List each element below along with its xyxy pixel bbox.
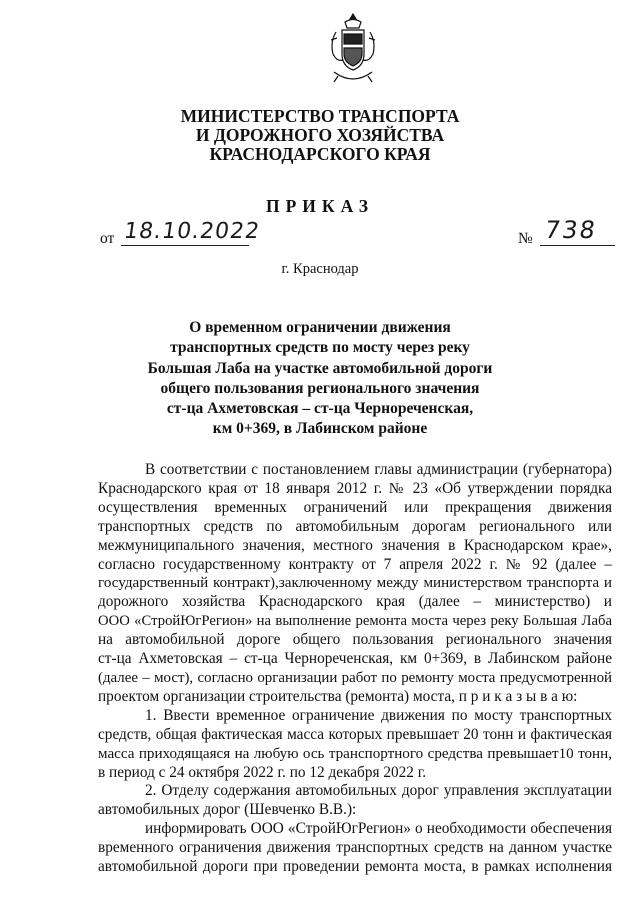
- order-body: [98, 461, 612, 877]
- body-line: средств, общая фактическая масса которых превышает 20 тонн и фактическая: [98, 725, 612, 743]
- subject-line: транспортных средств по мосту через реку: [170, 339, 470, 357]
- subject-line: км 0+369, в Лабинском районе: [212, 420, 428, 438]
- body-line: осуществления временных ограничений или прекращения движения: [98, 498, 612, 516]
- subject-line: Большая Лаба на участке автомобильной дороги: [147, 359, 493, 377]
- body-line: (далее – мост), согласно организации работ по ремонту моста предусмотренной: [98, 669, 612, 686]
- subject-line: ст-ца Ахметовская – ст-ца Чернореченская,: [166, 400, 474, 418]
- order-subject: [0, 318, 640, 440]
- body-line: согласно государственному контракту от 7 апреля 2022 г. № 92 (далее –: [98, 555, 612, 573]
- body-line: автомобильных дорог (Шевченко В.В.):: [98, 801, 357, 819]
- handwritten-number: 738: [543, 216, 599, 244]
- body-line: межмуниципального значения, местного значения в Краснодарском крае»,: [98, 536, 612, 554]
- body-line: временного ограничения движения транспортных средств на данном участке: [98, 839, 612, 857]
- number-label: №: [518, 230, 533, 247]
- number-underline: [540, 245, 615, 246]
- body-line: на автомобильной дороге общего пользования регионального значения: [98, 631, 612, 649]
- body-line: масса приходящаяся на любую ось транспортного средства превышает10 тонн,: [98, 745, 612, 762]
- body-line: дорожного хозяйства Краснодарского края (далее – министерство) и: [98, 593, 612, 611]
- handwritten-date: 18.10.2022: [122, 219, 262, 244]
- city-line: г. Краснодар: [281, 261, 359, 277]
- body-line: автомобильной дороги при проведении ремонта моста, в рамках исполнения: [98, 858, 612, 876]
- subject-line: О временном ограничении движения: [189, 319, 451, 336]
- body-line: транспортных средств по автомобильным дорогам регионального или: [98, 517, 612, 535]
- ministry-name: [0, 107, 640, 164]
- date-label: от: [100, 230, 115, 247]
- ministry-line-3: КРАСНОДАРСКОГО КРАЯ: [209, 144, 431, 164]
- subject-line: общего пользования регионального значения: [160, 379, 480, 397]
- body-line: ООО «СтройЮгРегион» на выполнение ремонта моста через реку Большая Лаба: [98, 613, 612, 630]
- ministry-line-2: И ДОРОЖНОГО ХОЗЯЙСТВА: [195, 125, 445, 145]
- body-line: В соответствии с постановлением главы администрации (губернатора): [145, 461, 612, 478]
- body-line: Краснодарского края от 18 января 2012 г. № 23 «Об утверждении порядка: [98, 479, 612, 497]
- body-line: проектом организации строительства (ремонта) моста, п р и к а з ы в а ю:: [98, 687, 578, 705]
- body-line: государственный контракт),заключенному между министерством транспорта и: [98, 575, 612, 592]
- body-line: 2. Отделу содержания автомобильных дорог управления эксплуатации: [145, 782, 612, 800]
- body-line: ст-ца Ахметовская – ст-ца Чернореченская, км 0+369, в Лабинском районе: [98, 650, 612, 668]
- date-underline: [121, 245, 249, 246]
- document-type-title: ПРИКАЗ: [265, 196, 375, 216]
- body-line: 1. Ввести временное ограничение движения по мосту транспортных: [145, 706, 612, 724]
- body-line: информировать ООО «СтройЮгРегион» о необходимости обеспечения: [145, 820, 612, 838]
- ministry-line-1: МИНИСТЕРСТВО ТРАНСПОРТА: [180, 106, 460, 126]
- body-line: в период с 24 октября 2022 г. по 12 декабря 2022 г.: [98, 763, 427, 781]
- coat-of-arms-emblem: [328, 12, 378, 84]
